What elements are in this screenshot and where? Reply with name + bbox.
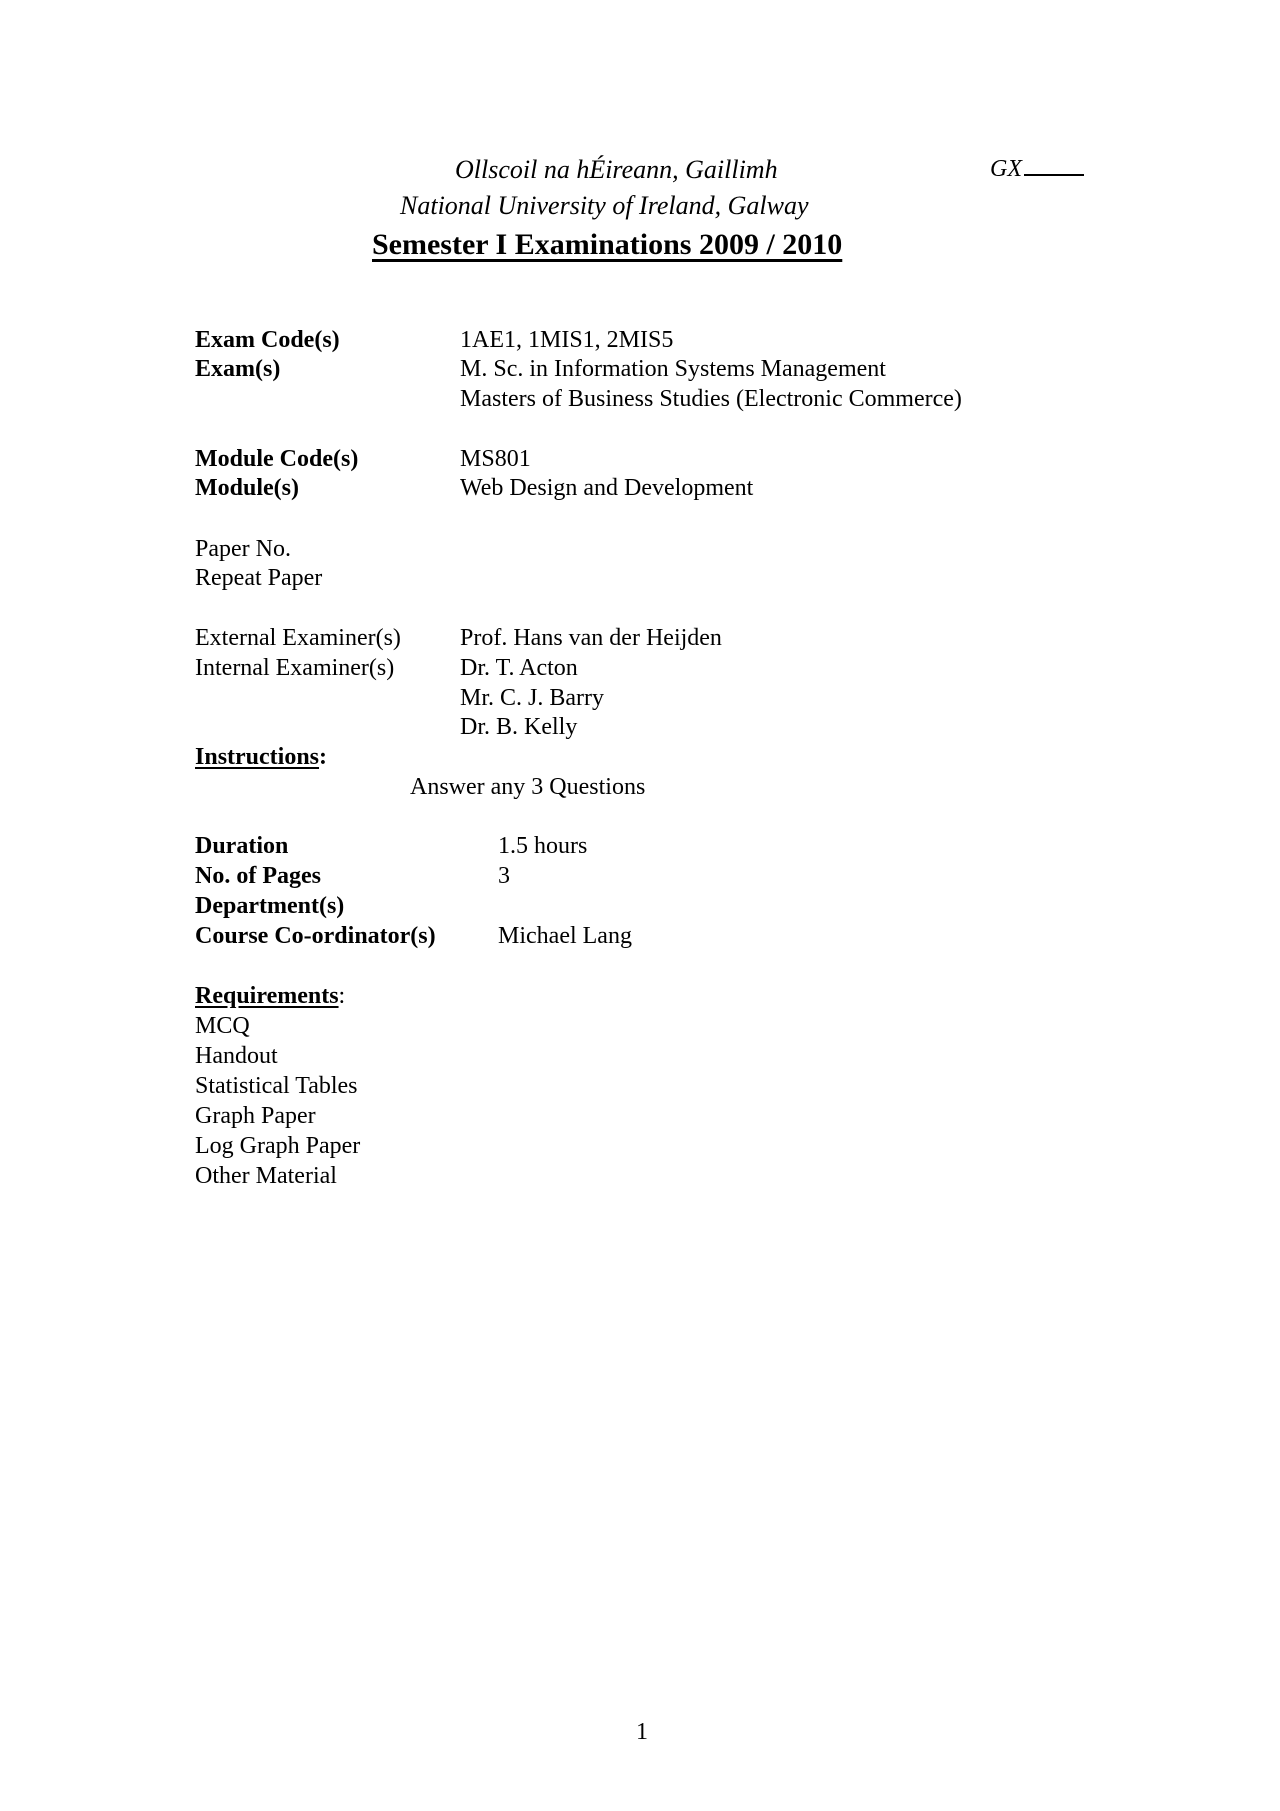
instructions-label: Instructions [195,744,320,770]
internal-examiners-label: Internal Examiner(s) [195,655,395,681]
requirement-item-log-graph-paper: Log Graph Paper [195,1133,361,1159]
requirement-item-other-material: Other Material [195,1163,337,1189]
exams-value-2: Masters of Business Studies (Electronic Commerce) [460,386,962,412]
requirements-heading [195,981,345,1011]
requirement-item-mcq: MCQ [195,1013,250,1039]
gx-field [990,156,1084,183]
irish-university-name: Ollscoil na hÉireann, Gaillimh [455,155,778,184]
internal-examiner-1: Dr. T. Acton [460,655,578,681]
instructions-heading [195,742,327,772]
external-examiners-label: External Examiner(s) [195,625,401,651]
internal-examiner-3: Dr. B. Kelly [460,714,578,740]
departments-label: Department(s) [195,893,345,919]
modules-label: Module(s) [195,475,299,501]
requirements-colon: : [338,983,346,1009]
duration-label: Duration [195,833,289,859]
exams-label: Exam(s) [195,356,281,382]
requirements-label: Requirements [195,983,339,1009]
page-number: 1 [636,1719,648,1745]
pages-label: No. of Pages [195,863,321,889]
paper-no-label: Paper No. [195,536,291,562]
external-examiners-value: Prof. Hans van der Heijden [460,625,722,651]
gx-label: GX [990,156,1022,182]
repeat-paper-label: Repeat Paper [195,565,323,591]
exam-codes-label: Exam Code(s) [195,327,340,353]
coordinator-label: Course Co-ordinator(s) [195,923,436,949]
gx-blank-line [1024,173,1084,176]
instructions-text: Answer any 3 Questions [410,774,646,800]
exams-value-1: M. Sc. in Information Systems Management [460,356,886,382]
modules-value: Web Design and Development [460,475,754,501]
module-codes-label: Module Code(s) [195,446,359,472]
pages-value: 3 [498,863,510,889]
instructions-colon: : [319,744,328,770]
internal-examiner-2: Mr. C. J. Barry [460,685,604,711]
coordinator-value: Michael Lang [498,923,632,949]
requirement-item-handout: Handout [195,1043,278,1069]
module-codes-value: MS801 [460,446,531,472]
duration-value: 1.5 hours [498,833,588,859]
requirement-item-statistical-tables: Statistical Tables [195,1073,358,1099]
requirement-item-graph-paper: Graph Paper [195,1103,316,1129]
exam-codes-value: 1AE1, 1MIS1, 2MIS5 [460,327,674,353]
page-title: Semester I Examinations 2009 / 2010 [372,228,843,261]
english-university-name: National University of Ireland, Galway [400,191,809,220]
